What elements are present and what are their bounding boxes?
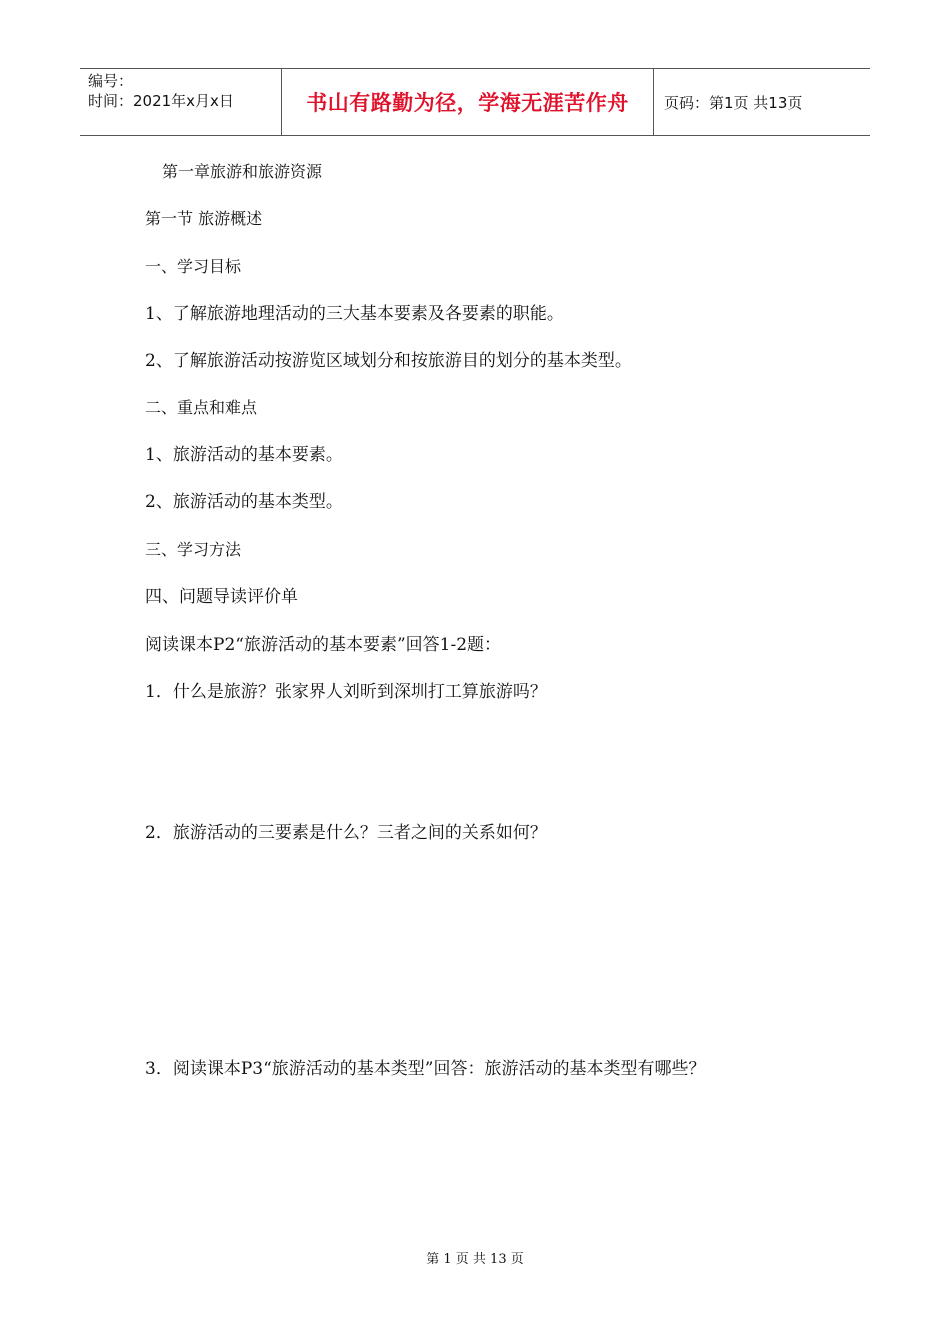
goal-item-2: 2、了解旅游活动按游览区域划分和按旅游目的划分的基本类型。 bbox=[145, 351, 632, 371]
question-1: 1．什么是旅游？张家界人刘昕到深圳打工算旅游吗？ bbox=[145, 682, 547, 702]
number-label: 编号： bbox=[88, 72, 134, 90]
header-left-cell bbox=[80, 69, 281, 135]
date-text: 时间：2021年x月x日 bbox=[88, 92, 234, 110]
chapter-title: 第一章旅游和旅游资源 bbox=[162, 162, 323, 181]
heading-question-sheet: 四、问题导读评价单 bbox=[145, 587, 298, 607]
reading-prompt: 阅读课本P2“旅游活动的基本要素”回答1-2题： bbox=[145, 635, 502, 655]
heading-key-points: 二、重点和难点 bbox=[145, 398, 258, 417]
header-page-cell bbox=[654, 69, 870, 135]
heading-learning-goals: 一、学习目标 bbox=[145, 257, 242, 276]
motto-text: 书山有路勤为径，学海无涯苦作舟 bbox=[306, 91, 629, 115]
key-item-1: 1、旅游活动的基本要素。 bbox=[145, 445, 343, 465]
key-item-2: 2、旅游活动的基本类型。 bbox=[145, 492, 343, 512]
document-header bbox=[80, 68, 870, 136]
question-3: 3．阅读课本P3“旅游活动的基本类型”回答：旅游活动的基本类型有哪些？ bbox=[145, 1059, 706, 1079]
question-2: 2．旅游活动的三要素是什么？三者之间的关系如何？ bbox=[145, 823, 547, 843]
page-info: 页码：第1页 共13页 bbox=[664, 93, 803, 112]
page-footer: 第 1 页 共 13 页 bbox=[426, 1252, 524, 1267]
header-motto-cell bbox=[281, 69, 654, 135]
section-title: 第一节 旅游概述 bbox=[145, 209, 263, 228]
goal-item-1: 1、了解旅游地理活动的三大基本要素及各要素的职能。 bbox=[145, 304, 564, 324]
heading-methods: 三、学习方法 bbox=[145, 540, 242, 559]
